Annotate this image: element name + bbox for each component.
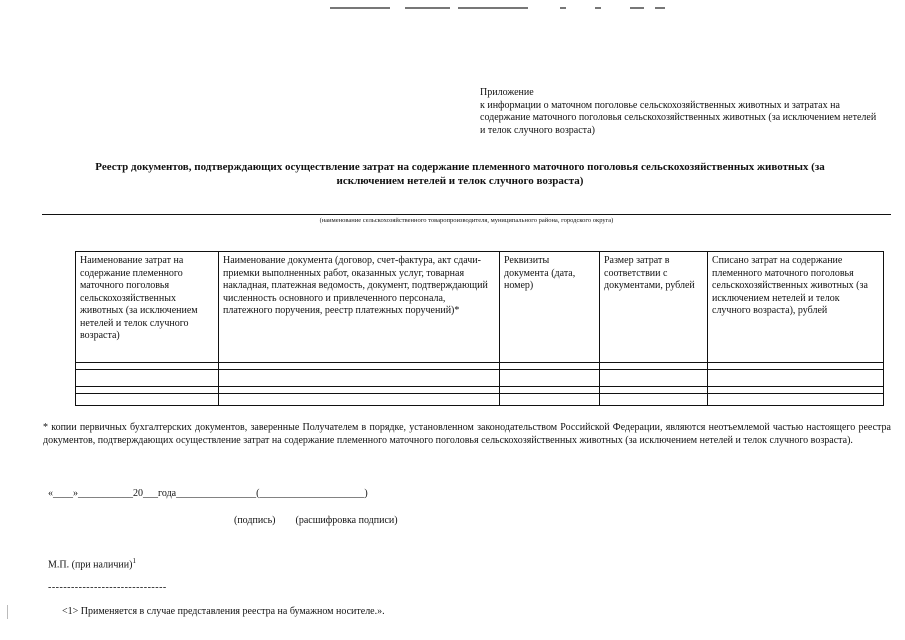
table-cell[interactable]: [600, 387, 708, 394]
register-table: [75, 251, 884, 406]
table-cell[interactable]: [500, 394, 600, 406]
stamp-text: М.П. (при наличии): [48, 559, 133, 571]
table-row: [76, 370, 884, 387]
scan-artifact: [330, 7, 670, 10]
table-cell[interactable]: [500, 370, 600, 387]
header-document-name: Наименование документа (договор, счет-фактура, акт сдачи-приемки выполненных работ, оказанных услуг, товарная накладная, платежная ведомость, документ, подтверждающий численность основного и привлеченного персонала, платежного поручения, реестр платежных поручений)*: [219, 252, 500, 363]
table-cell[interactable]: [708, 394, 884, 406]
table-cell[interactable]: [600, 394, 708, 406]
header-cost-amount: Размер затрат в соответствии с документами, рублей: [600, 252, 708, 363]
header-cost-name: Наименование затрат на содержание племенного маточного поголовья сельскохозяйственных животных (за исключением нетелей и телок случного возраста): [76, 252, 219, 363]
table-cell[interactable]: [219, 394, 500, 406]
stamp-footnote-ref: 1: [132, 557, 136, 565]
table-row: [76, 363, 884, 370]
header-written-off: Списано затрат на содержание племенного маточного поголовья сельскохозяйственных животных (за исключением нетелей и телок случного возраста), рублей: [708, 252, 884, 363]
table-cell[interactable]: [600, 363, 708, 370]
table-cell[interactable]: [500, 387, 600, 394]
table-cell[interactable]: [708, 387, 884, 394]
table-row: [76, 394, 884, 406]
signature-date-line: «____»___________20___года________________(_____________________): [48, 488, 368, 499]
footnote: * копии первичных бухгалтерских документов, заверенные Получателем в порядке, установленном законодательством Российской Федерации, являются неотъемлемой частью настоящего реестра документов, подтверждающих осуществление затрат на содержание племенного маточного поголовья сельскохозяйственных животных (за исключением нетелей и телок случного возраста).: [43, 422, 891, 446]
annex-text: к информации о маточном поголовье сельскохозяйственных животных и затратах на содержание маточного поголовья сельскохозяйственных животных (за исключением нетелей и телок случного возраста): [480, 99, 877, 136]
header-document-details: Реквизиты документа (дата, номер): [500, 252, 600, 363]
document-title: Реестр документов, подтверждающих осуществление затрат на содержание племенного маточного поголовья сельскохозяйственных животных (за исключением нетелей и телок случного возраста): [95, 161, 825, 187]
table-cell[interactable]: [76, 394, 219, 406]
paper-note: <1> Применяется в случае представления реестра на бумажном носителе.».: [62, 606, 385, 617]
table-cell[interactable]: [708, 370, 884, 387]
stamp-label: [48, 557, 136, 570]
table-cell[interactable]: [708, 363, 884, 370]
footnote-separator: -------------------------------: [48, 582, 167, 593]
table-cell[interactable]: [219, 363, 500, 370]
table-cell[interactable]: [500, 363, 600, 370]
signature-captions: (подпись) (расшифровка подписи): [234, 515, 398, 526]
org-name-line: [42, 214, 891, 215]
annex-block: [480, 87, 880, 137]
table-cell[interactable]: [76, 363, 219, 370]
table-cell[interactable]: [76, 387, 219, 394]
table-cell[interactable]: [219, 370, 500, 387]
annex-label: Приложение: [480, 87, 534, 98]
scan-margin-mark: [7, 605, 8, 619]
table-header-row: [76, 252, 884, 363]
table-row: [76, 387, 884, 394]
table-cell[interactable]: [600, 370, 708, 387]
table-cell[interactable]: [76, 370, 219, 387]
org-name-caption: (наименование сельскохозяйственного товаропроизводителя, муниципального района, городского округа): [319, 217, 614, 224]
table-cell[interactable]: [219, 387, 500, 394]
